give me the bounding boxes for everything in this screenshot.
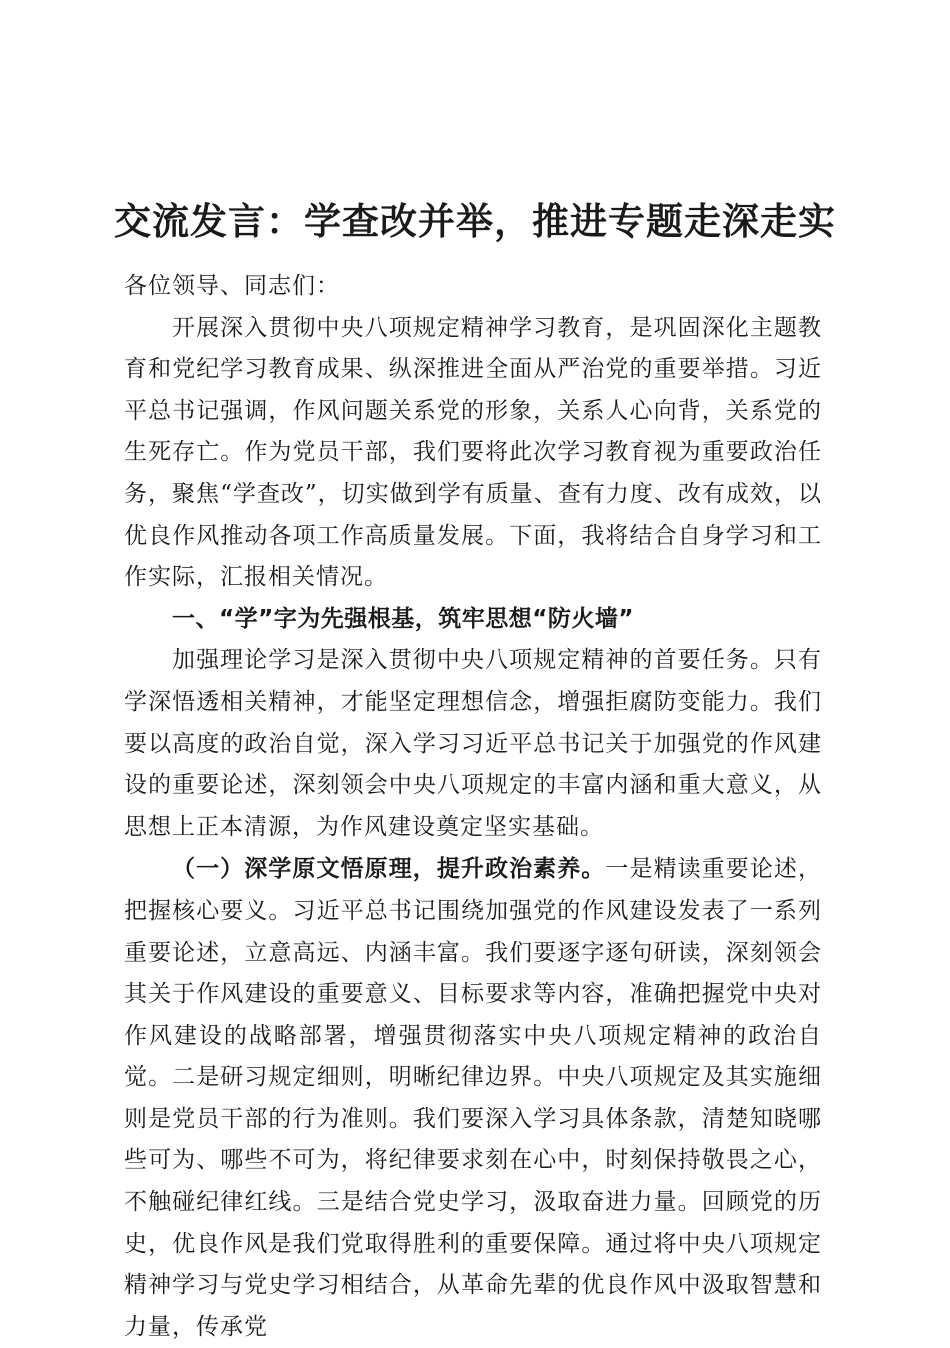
document-body <box>124 266 822 1348</box>
subsection-1-paragraph <box>124 848 822 1348</box>
subsection-1-text: 一是精读重要论述，把握核心要义。习近平总书记围绕加强党的作风建设发表了一系列重要论述，立意高远、内涵丰富。我们要逐字逐句研读，深刻领会其关于作风建设的重要意义、目标要求等内容，准确把握党中央对作风建设的战略部署，增强贯彻落实中央八项规定精神的政治自觉。二是研习规定细则，明晰纪律边界。中央八项规定及其实施细则是党员干部的行为准则。我们要深入学习具体条款，清楚知晓哪些可为、哪些不可为，将纪律要求刻在心中，时刻保持敬畏之心，不触碰纪律红线。三是结合党史学习，汲取奋进力量。回顾党的历史，优良作风是我们党取得胜利的重要保障。通过将中央八项规定精神学习与党史学习相结合，从革命先辈的优良作风中汲取智慧和力量，传承党 <box>124 856 823 1340</box>
greeting: 各位领导、同志们： <box>124 273 340 299</box>
document-title: 交流发言：学查改并举，推进专题走深走实 <box>114 199 836 243</box>
section-1-heading: 一、“学”字为先强根基，筑牢思想“防火墙” <box>172 605 634 632</box>
subsection-1-heading: （一）深学原文悟原理，提升政治素养。 <box>172 855 606 883</box>
section-1-paragraph: 加强理论学习是深入贯彻中央八项规定精神的首要任务。只有学深悟透相关精神，才能坚定理想信念，增强拒腐防变能力。我们要以高度的政治自觉，深入学习习近平总书记关于加强党的作风建设的重要论述，深刻领会中央八项规定的丰富内涵和重大意义，从思想上正本清源，为作风建设奠定坚实基础。 <box>124 647 822 840</box>
intro-paragraph: 开展深入贯彻中央八项规定精神学习教育，是巩固深化主题教育和党纪学习教育成果、纵深推进全面从严治党的重要举措。习近平总书记强调，作风问题关系党的形象，关系人心向背，关系党的生死存亡。作为党员干部，我们要将此次学习教育视为重要政治任务，聚焦“学查改”，切实做到学有质量、查有力度、改有成效，以优良作风推动各项工作高质量发展。下面，我将结合自身学习和工作实际，汇报相关情况。 <box>124 314 822 591</box>
